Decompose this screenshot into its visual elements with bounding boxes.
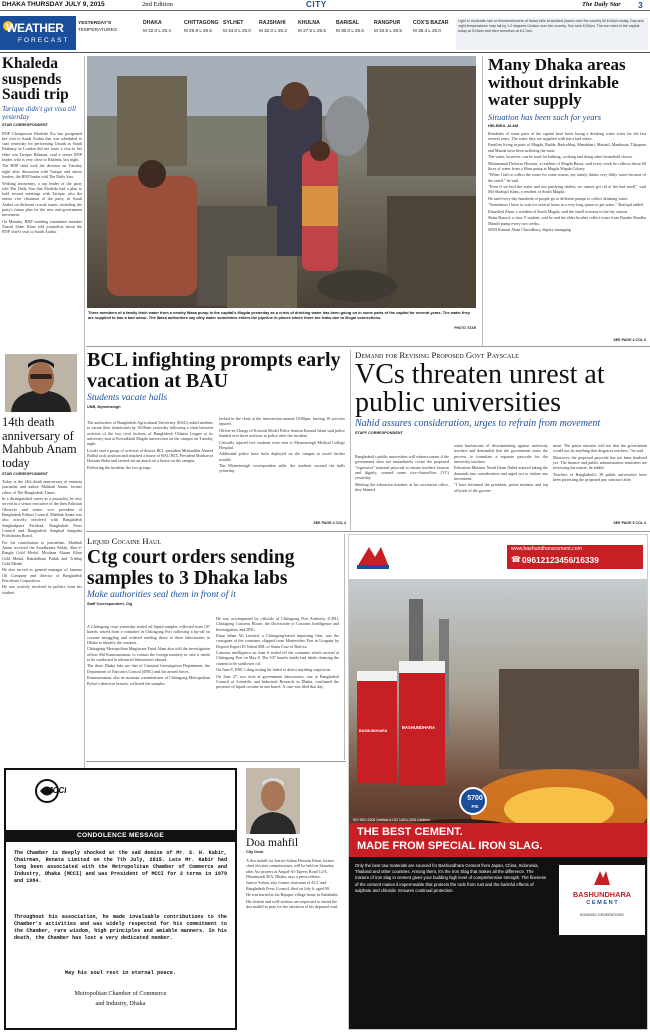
section-title: CITY (306, 0, 327, 9)
paragraph: ment. The prime minister told me that the government would not do anything that disgraces teachers," he said. (553, 443, 647, 454)
column-rule (344, 534, 345, 760)
city-name: SYLHET (223, 20, 244, 26)
anam-headline: 14th death anniversary of Mahbub Anam today (2, 416, 77, 470)
cocaine-col-1 (87, 624, 210, 756)
ad-contact-box (507, 545, 643, 569)
paragraph: Officer-in-Charge of Kotwali Model Police Station Kamrul Islam said police handed over three activists to police after the incident. (219, 427, 345, 439)
paragraph: BNP Chairperson Khaleda Zia has postponed her visit to Saudi Arabia that was scheduled to start yesterday for performing Umrah as Saudi Embassy in London did not issue a visa to her elder son Tarique Rahman, said a senior BNP leader, who is very close to Khaleda, last night. (2, 130, 82, 162)
main-photo (87, 56, 476, 308)
vcs-headline: VCs threaten unrest at public universities (355, 359, 605, 418)
divider (0, 52, 650, 53)
divider (86, 531, 650, 532)
cement-bag-1 (357, 671, 397, 783)
ad-phone[interactable]: 09612123456/16339 (522, 555, 599, 565)
weather-title: WEATHER (6, 21, 64, 35)
weather-city (298, 20, 326, 46)
cocaine-subhead: Make authorities seal them in front of it (87, 590, 236, 600)
khaleda-body (2, 131, 82, 235)
condolence-para-3: May his soul rest in eternal peace. (64, 970, 177, 976)
ad-phone-icon: ☎ (511, 555, 521, 564)
condolence-title: CONDOLENCE MESSAGE (6, 830, 235, 842)
khaleda-story (2, 56, 82, 382)
water-byline: HELEMUL ALAM (488, 123, 519, 128)
photo-credit: PHOTO: STAR (454, 326, 476, 330)
paragraph: He also served as general manager of Jamuna Oil Company and director of Bangladesh Petroleum Corporation. (2, 567, 82, 583)
masthead-bar (0, 0, 650, 11)
paragraph: "I have informed the president, prime minister and top officials of the govern- (454, 482, 548, 493)
cocaine-col-2 (216, 616, 339, 756)
khaleda-headline: Khaleda suspends Saudi trip (2, 56, 69, 103)
water-continued: SEE PAGE 4 COL 6 (613, 338, 646, 342)
brand-logo-icon (592, 869, 612, 887)
cocaine-headline: Ctg court orders sending samples to 3 Dhaka labs (87, 547, 295, 589)
doa-headline: Doa mahfil (246, 837, 299, 849)
paragraph: some bureaucrats of discriminating against university teachers and demanded that the government starts the process to formulate a separate payscale for the university teachers. (454, 443, 548, 464)
ad-website[interactable]: www.bashundharacement.com (511, 546, 582, 552)
doa-story (246, 837, 342, 1027)
ad-brand-box (559, 865, 645, 935)
weather-city (223, 20, 251, 46)
paper-name: The Daily Star (582, 1, 621, 8)
water-body (488, 131, 646, 233)
vcs-col-2 (454, 443, 548, 523)
vcs-story (355, 350, 647, 450)
bau-headline: BCL infighting prompts early vacation at BAU (87, 350, 341, 392)
condolence-para-1: The Chamber is deeply shocked at the sad demise of Mr. S. H. Kabir, Chairman, Renata Limited on the 7th July, 2015. Late Mr. Kabir had long been associated with the Metropolitan Chamber of Commerce and Industry, Dhaka (MCCI) and was President of MCCI for 2 terms in 1979 and 1984. (14, 850, 227, 885)
yesterday-label-line-1: YESTERDAY'S (78, 21, 112, 26)
paragraph: On June 27, two tests at government laboratories, one at Bangladesh Council of Scientific and Industrial Research in Dhaka, confirmed the presence of liquid cocaine in one barrel. A case was filed that day. (216, 673, 339, 690)
paragraph: Mohammad Delowar Hossain, a resident of Mugda Bazar, said every week he collects about 60 litres of water from a Wasa pump at Mugda Wapda Colony. (488, 160, 646, 171)
weather-subtitle: FORECAST (18, 37, 70, 44)
anam-story (2, 416, 82, 806)
ad-body: Only the best raw materials are sourced for Bashundhara Cement from Japan, China, Indonesia, Thailand and other countries. Among them, it's the Iron Slag that makes all the difference. The mixture of iron slag in cement gives your building high level of comprehensive strength. The fineness of the cement makes it impermeable that protects the rods from rust and the harmful effects of sulphate and chloride. Ensures continual protection. (355, 863, 546, 893)
city-temps: M 29.8 L 26.5 (184, 28, 212, 33)
paragraph: SDM Kamrul Alam Chowdhury, deputy managing (488, 227, 571, 233)
bashundhara-logo-icon (353, 543, 393, 571)
anam-body (2, 479, 82, 595)
paragraph: Meeting the education minister at his secretariat office, they blamed (355, 481, 449, 492)
paragraph: Critically injured five students were sent to Mymensingh Medical College Hospital. (219, 439, 345, 450)
portrait-photo (246, 768, 300, 834)
vcs-col-1 (355, 454, 449, 524)
edition: 2nd Edition (142, 1, 173, 8)
city-temps: M 27.5 L 25.5 (298, 28, 326, 33)
paragraph: A Chittagong court yesterday sealed off liquid samples collected from 107 barrels seized from a container in Chittagong Port following a tip-off on cocaine smuggling and ordered sending those to three laboratories in Dhaka to identify the contents. (87, 624, 210, 645)
vcs-continued: SEE PAGE 5 COL 4 (613, 521, 646, 525)
paragraph: His friends and well-wishers are requested to attend the doa mahfil to pray for the salvation of his departed soul. (246, 898, 338, 909)
vcs-kicker: Demand for Revising Proposed Govt Payscale (355, 350, 519, 360)
paragraph: The water, however, can be used for bathing, cooking and doing other household chores. (488, 154, 634, 160)
ad-logo-product: C E M E N T (586, 900, 618, 906)
cocaine-byline: Staff Correspondent, Ctg (87, 602, 133, 606)
city-temps: M 34.0 L 25.0 (223, 28, 251, 33)
ad-logo-tag: BONDING GENERATIONS (580, 913, 624, 917)
city-temps: M 32.0 L 25.2 (259, 28, 287, 33)
anam-byline: STAR CORRESPONDENT (2, 472, 48, 476)
paragraph: Wishing anonymity, a top leader of the party told The Daily Star that Khaleda had a plan to hold several meetings with Tarique, also the senior vice chairman of the party, in Saudi Arabia on different crucial issues, including the party's future plan for the new anti-government movement. (2, 180, 82, 218)
column-rule (482, 56, 483, 346)
doa-byline: City Desk (246, 850, 264, 854)
weather-box (0, 16, 76, 50)
yesterday-temps-label (78, 20, 138, 40)
weather-city (143, 20, 171, 46)
bau-subhead: Students vacate halls (87, 393, 168, 403)
psi-badge (459, 787, 487, 815)
weather-forecast-text: Light to moderate rain or thundershowers of heavy falls at isolated places over the country till 6:00pm today. Day and night temperatures may fall by 1-2 degrees Celsius over the country. Sun sets 6:52pm. The sun rises in the capital today at 5:18am and then tomorrow at 6:17am. (456, 18, 648, 50)
paragraph: "When I fail to collect the water for some reason, my family drinks very filthy water because of the smell," he said. (488, 172, 646, 183)
paragraph: "Even if we boil the water and use purifying tablets, we cannot get rid of the bad smell," said Md Shafiqul Islam, a resident of South Mugda. (488, 184, 646, 195)
vcs-col-3 (553, 443, 647, 521)
doa-portrait (246, 768, 300, 834)
paragraph: The BNP chief took the decision on Tuesday night after discussion with Tarique and senior leaders, the BNP leader told The Daily Star. (2, 163, 82, 180)
weather-city (413, 20, 449, 46)
vcs-subhead: Nahid assures consideration, urges to refrain from movement (355, 418, 601, 429)
psi-value: 5700 (467, 795, 483, 802)
city-temps: M 30.0 L 25.6 (336, 28, 364, 33)
city-name: RANGPUR (374, 20, 401, 26)
photo-caption: Three members of a family fetch water from a nearby Wasa pump in the capital's Mugda yesterday as a crisis of drinking water has been going on in some parts of the capital for several years. The water they are supplied to has a bad odour. The Wasa authorities say dirty water sometimes enters the pipeline in places where there are leaks due to illegal connections. (88, 310, 470, 321)
paragraph: Following the incident, the two groups (87, 464, 151, 470)
city-name: COX'S BAZAR (413, 20, 449, 26)
paragraph: The authorities of Bangladesh Agricultural University (BAU) asked students to vacate their dormitories by 10:00am yesterday following a clash between activists of the two rival factions of Bangladesh Chhatra League at its university unit at Kewatkhali Mugda intersection on the campus on Tuesday night. (87, 420, 213, 447)
ad-slogan-2: MADE FROM SPECIAL IRON SLAG. (357, 840, 543, 852)
paragraph: He was accompanied by officials of Chittagong Port Authority (CPA), Chittagong Customs House, the Directorate of Customs Intelligence and Investigation, and DNC. (216, 616, 339, 632)
cement-bag-2 (399, 661, 445, 785)
bag-brand: BASHUNDHARA (359, 729, 388, 733)
paragraph: Bangladesh's public universities will witness unrest if the government does not immediately revise the proposed "regressive" national payscale to ensure teachers' honour and dignity, warned some vice-chancellors (VC) yesterday. (355, 454, 449, 481)
mcci-logo-text: MCCI (46, 786, 67, 795)
khaleda-byline: STAR CORRESPONDENT (2, 122, 48, 127)
paragraph: Chittagong Metropolitan Magistrate Farid Alam also told the investigation officer Md Kamruzzaman, to contact the foreign ministry in case it needs to be conducted in advanced laboratories abroad. (87, 646, 210, 662)
paragraph: Additional police have been deployed on the campus to avoid further trouble. (219, 451, 345, 462)
ad-slogan-band (349, 823, 648, 857)
yesterday-label-line-2: TEMPERATURES (78, 28, 118, 33)
paragraph: On Monday, BNP standing committee member Nazrul Islam Khan told journalists about the BNP chief's visit to Saudi Arabia. (2, 218, 82, 235)
vcs-byline: STAFF CORRESPONDENT (355, 431, 403, 435)
ad-logo-brand: BASHUNDHARA (572, 890, 632, 899)
water-headline: Many Dhaka areas without drinkable water supply (488, 56, 626, 109)
paragraph: The Mymensingh correspondent adds: the students vacated the halls yesterday (219, 463, 345, 474)
psi-unit: PSI (471, 804, 479, 809)
condolence-footer-1: Metropolitan Chamber of Commerce (74, 990, 167, 997)
khaleda-subhead: Tarique didn't get visa till yesterday (2, 104, 76, 121)
bau-col-1 (87, 420, 213, 526)
condolence-para-2: Throughout his association, he made invaluable contributions to the Chamber's activities and was widely respected for his commitment to the Chamber, rare wisdom, high principles and amiable manners. In his death, the Chamber has lost a very dedicated member. (14, 914, 227, 942)
paragraph: He was buried at his Bajapur village home in Jhalakathi. (246, 892, 339, 898)
paragraph: Kamruzzaman, also an assistant commissioner of Chittagong Metropolitan Police's detective branch, collected the samples. (87, 675, 210, 686)
column-rule (350, 350, 351, 530)
paragraph: He was actively involved in politics from his student (2, 584, 82, 595)
mcci-logo (34, 778, 68, 804)
portrait-photo (5, 354, 77, 412)
paragraph: Residents of some parts of the capital have been facing a drinking water crisis for the last several years. The water they are supplied with has a bad odour. (488, 130, 646, 141)
city-name: RAJSHAHI (259, 20, 286, 26)
city-name: BARISAL (336, 20, 360, 26)
paper-city: DHAKA (2, 1, 26, 8)
ad-slogan-1: THE BEST CEMENT. (357, 826, 463, 838)
bau-col-2 (219, 416, 345, 522)
paragraph: Education Minister Nurul Islam Nahid assured taking the demands into consideration and urged not to initiate any movement. (454, 465, 548, 481)
paragraph: A doa mahfil for Justice Sultan Hossain Khan, former chief election commissioner, will be held on Saturday after Asr prayers at Amjad-Al-Tajeen, Road 12/A, Dhanmondi R/A, Dhaka, says a press release. (246, 858, 335, 879)
ad-logo-mark (353, 543, 393, 571)
anam-portrait (5, 354, 77, 412)
water-subhead: Situation has been such for years (488, 111, 602, 122)
ad-iso: ISO 9001:2008 Certified & ISO 14001:2004 Certified (353, 818, 430, 822)
paragraph: Moreover, the proposed payscale has not been finalised yet. The finance and public administration ministries are reviewing the matter, he added. (553, 454, 647, 471)
paragraph: Shain Rasool, a class V student, said he and his older brother collect water from Basabo Boudha Mandir pump every two weeks. (488, 215, 646, 226)
paragraph: Teachers of Bangladesh's 38 public universities have been protesting the proposed pay structure after (553, 471, 647, 483)
paragraph: Locals said a group of activists of district BCL president Mohiuddin Ahmed Bulbul took position and attacked a house of BAU BCL President Mosharraf Hossain Babu and carried out an attack on a house on the campus. (87, 447, 213, 464)
paragraph: "Sometimes I have to wait for several hours in a very long queue to get water," Shafiqul added. (488, 202, 644, 208)
bashundhara-ad (348, 534, 648, 1030)
city-name: DHAKA (143, 20, 162, 26)
paragraph: In a distinguished career as a journalist, he also served as a senior executive of the then Pakistan Observer and senior vice president of Bangladesh Editors Council. Mahbub Anam was also actively involved with Bangladesh Sangbadpatra Parishad, Bangladesh Press Council and Bangladesh Sangbad Sangstha Pritisthatna Board. (2, 496, 82, 539)
water-fetching-photo (87, 56, 476, 308)
condolence-footer-2: and Industry, Dhaka (95, 1000, 146, 1007)
paragraph: On June 8, DNC's drug testing kit failed to detect anything suspicious. (216, 667, 332, 673)
paragraph: Customs intelligence on June 6 sealed off the container which arrived at Chittagong Port on May 8. The 107 barrels inside had labels claiming the content to be sunflower oil. (216, 650, 339, 666)
city-temps: M 34.5 L 26.5 (374, 28, 402, 33)
column-rule (84, 352, 85, 808)
paragraph: Families living in parts of Mugda, Badda, Rudrobhuj, Mandabari, Matuail, Manikmia, Tilpapara and Manda have been suffering the most. (488, 142, 646, 153)
weather-cities (137, 20, 449, 46)
paragraph: Justice Sultan, also former chairman of ACC and Bangladesh Press Council, died on July 6, aged 90. (246, 880, 330, 891)
condolence-ad (4, 768, 237, 1030)
paragraph: Today is the 14th death anniversary of eminent journalist and author Mahbub Anam, former editor of The Bangladesh Times. (2, 479, 82, 495)
bag-brand: BASHUNDHARA (402, 725, 436, 730)
weather-city (336, 20, 364, 46)
paragraph: The three Dhaka labs are that of Criminal Investigation Department, the Department of Narcotics Control (DNC) and the armed forces. (87, 663, 210, 674)
city-temps: M 35.4 L 26.0 (413, 28, 441, 33)
paragraph: Khan Jahan Ali Limited, a Chittagong-based importing firm, was the consignee of the container, shipped from Montevideo Port in Uruguay by Deposit Export El Valent SRL of Santa Cruz of Bolivia. (216, 633, 339, 649)
page-number: 3 (638, 0, 643, 10)
water-story (488, 56, 646, 338)
divider (86, 761, 346, 762)
city-name: CHITTAGONG (184, 20, 219, 26)
cocaine-story (87, 536, 339, 626)
weather-city (374, 20, 402, 46)
paragraph: For his contribution to journalism, Mahbub Anam received the Swadhinata Padak, Sher-e-Bangla Gold Medal, Moulana Akram Khan Gold Medal, Rakshdhani Padak and Tribhuj Gold Medal. (2, 539, 82, 566)
divider (86, 346, 650, 347)
cocaine-kicker: Liquid Cocaine Haul (87, 536, 161, 546)
issue-date: THURSDAY JULY 9, 2015 (27, 1, 105, 8)
city-name: KHULNA (298, 20, 320, 26)
bau-continued: SEE PAGE 4 COL 4 (313, 521, 346, 525)
weather-city (184, 20, 218, 46)
column-rule (84, 56, 85, 376)
weather-city (259, 20, 287, 46)
paragraph: Khurshed Alam, a resident of South Mugda, said the smell worsens in the dry season. (488, 208, 628, 214)
paragraph: locked in the clash at the intersection around 10:00pm, leaving 10 activists injured. (219, 416, 345, 427)
paragraph: He said every day hundreds of people go to different pumps to collect drinking water. (488, 195, 629, 201)
doa-body (246, 858, 342, 909)
city-temps: M 32.0 L 25.4 (143, 28, 171, 33)
bau-byline: UNB, Mymensingh (87, 405, 121, 409)
